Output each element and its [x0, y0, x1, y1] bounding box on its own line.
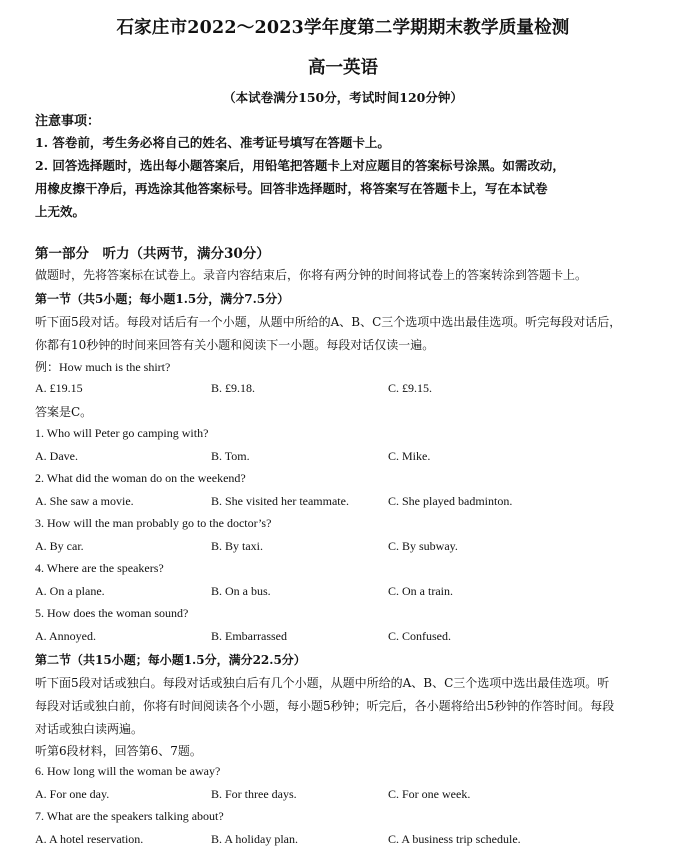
- q6-option-b: B. For three days.: [211, 787, 297, 801]
- question-1: 1. Who will Peter go camping with?: [35, 426, 209, 440]
- exam-meta: （本试卷满分150分，考试时间120分钟）: [223, 90, 463, 105]
- q2-option-a: A. She saw a movie.: [35, 494, 134, 508]
- q4-option-b: B. On a bus.: [211, 584, 271, 598]
- q4-option-c: C. On a train.: [388, 584, 453, 598]
- question-2: 2. What did the woman do on the weekend?: [35, 471, 246, 485]
- part1-title: 第一部分 听力（共两节，满分30分）: [35, 246, 270, 262]
- note-item-1: 1. 答卷前，考生务必将自己的姓名、准考证号填写在答题卡上。: [35, 135, 390, 150]
- material-6-intro: 听第6段材料，回答第6、7题。: [35, 744, 202, 758]
- q2-option-c: C. She played badminton.: [388, 494, 513, 508]
- section1-title: 第一节（共5小题；每小题1.5分，满分7.5分）: [35, 292, 290, 306]
- exam-title: 石家庄市2022～2023学年度第二学期期末教学质量检测: [116, 18, 570, 38]
- q6-option-c: C. For one week.: [388, 787, 471, 801]
- note-item-2-line-3: 上无效。: [35, 204, 86, 219]
- q2-option-b: B. She visited her teammate.: [211, 494, 349, 508]
- question-6: 6. How long will the woman be away?: [35, 764, 221, 778]
- q1-option-b: B. Tom.: [211, 449, 250, 463]
- example-option-b: B. £9.18.: [211, 381, 256, 395]
- q5-option-b: B. Embarrassed: [211, 629, 287, 643]
- question-5: 5. How does the woman sound?: [35, 606, 189, 620]
- section2-instruction-line-1: 听下面5段对话或独白。每段对话或独白后有几个小题，从题中所给的A、B、C三个选项中选出最佳选项。听: [35, 676, 610, 690]
- example-answer: 答案是C。: [35, 405, 93, 419]
- q3-option-c: C. By subway.: [388, 539, 458, 553]
- example-question: 例：How much is the shirt?: [35, 360, 171, 374]
- q1-option-c: C. Mike.: [388, 449, 431, 463]
- q7-option-c: C. A business trip schedule.: [388, 832, 521, 846]
- example-option-a: A. £19.15: [35, 381, 83, 395]
- part1-instruction: 做题时，先将答案标在试卷上。录音内容结束后，你将有两分钟的时间将试卷上的答案转涂到答题卡上。: [35, 268, 588, 282]
- section2-instruction-line-3: 对话或独白读两遍。: [35, 722, 144, 736]
- q6-option-a: A. For one day.: [35, 787, 110, 801]
- q7-option-b: B. A holiday plan.: [211, 832, 298, 846]
- section1-instruction-line-1: 听下面5段对话。每段对话后有一个小题，从题中所给的A、B、C三个选项中选出最佳选项。听完每段对话后，: [35, 315, 622, 329]
- note-item-2-line-1: 2. 回答选择题时，选出每小题答案后，用铅笔把答题卡上对应题目的答案标号涂黑。如需改动，: [35, 158, 565, 173]
- q7-option-a: A. A hotel reservation.: [35, 832, 144, 846]
- q1-option-a: A. Dave.: [35, 449, 78, 463]
- q3-option-a: A. By car.: [35, 539, 84, 553]
- section1-instruction-line-2: 你都有10秒钟的时间来回答有关小题和阅读下一小题。每段对话仅读一遍。: [35, 338, 435, 352]
- notes-title: 注意事项：: [35, 114, 101, 129]
- q4-option-a: A. On a plane.: [35, 584, 105, 598]
- q3-option-b: B. By taxi.: [211, 539, 264, 553]
- q5-option-c: C. Confused.: [388, 629, 451, 643]
- q5-option-a: A. Annoyed.: [35, 629, 96, 643]
- question-7: 7. What are the speakers talking about?: [35, 809, 224, 823]
- example-option-c: C. £9.15.: [388, 381, 433, 395]
- section2-title: 第二节（共15小题；每小题1.5分，满分22.5分）: [35, 653, 306, 667]
- question-3: 3. How will the man probably go to the doctor’s?: [35, 516, 272, 530]
- note-item-2-line-2: 用橡皮擦干净后，再选涂其他答案标号。回答非选择题时，将答案写在答题卡上，写在本试卷: [35, 181, 548, 196]
- question-4: 4. Where are the speakers?: [35, 561, 164, 575]
- exam-subject: 高一英语: [308, 58, 378, 78]
- section2-instruction-line-2: 每段对话或独白前，你将有时间阅读各个小题，每小题5秒钟；听完后，各小题将给出5秒钟的作答时间。每段: [35, 699, 615, 713]
